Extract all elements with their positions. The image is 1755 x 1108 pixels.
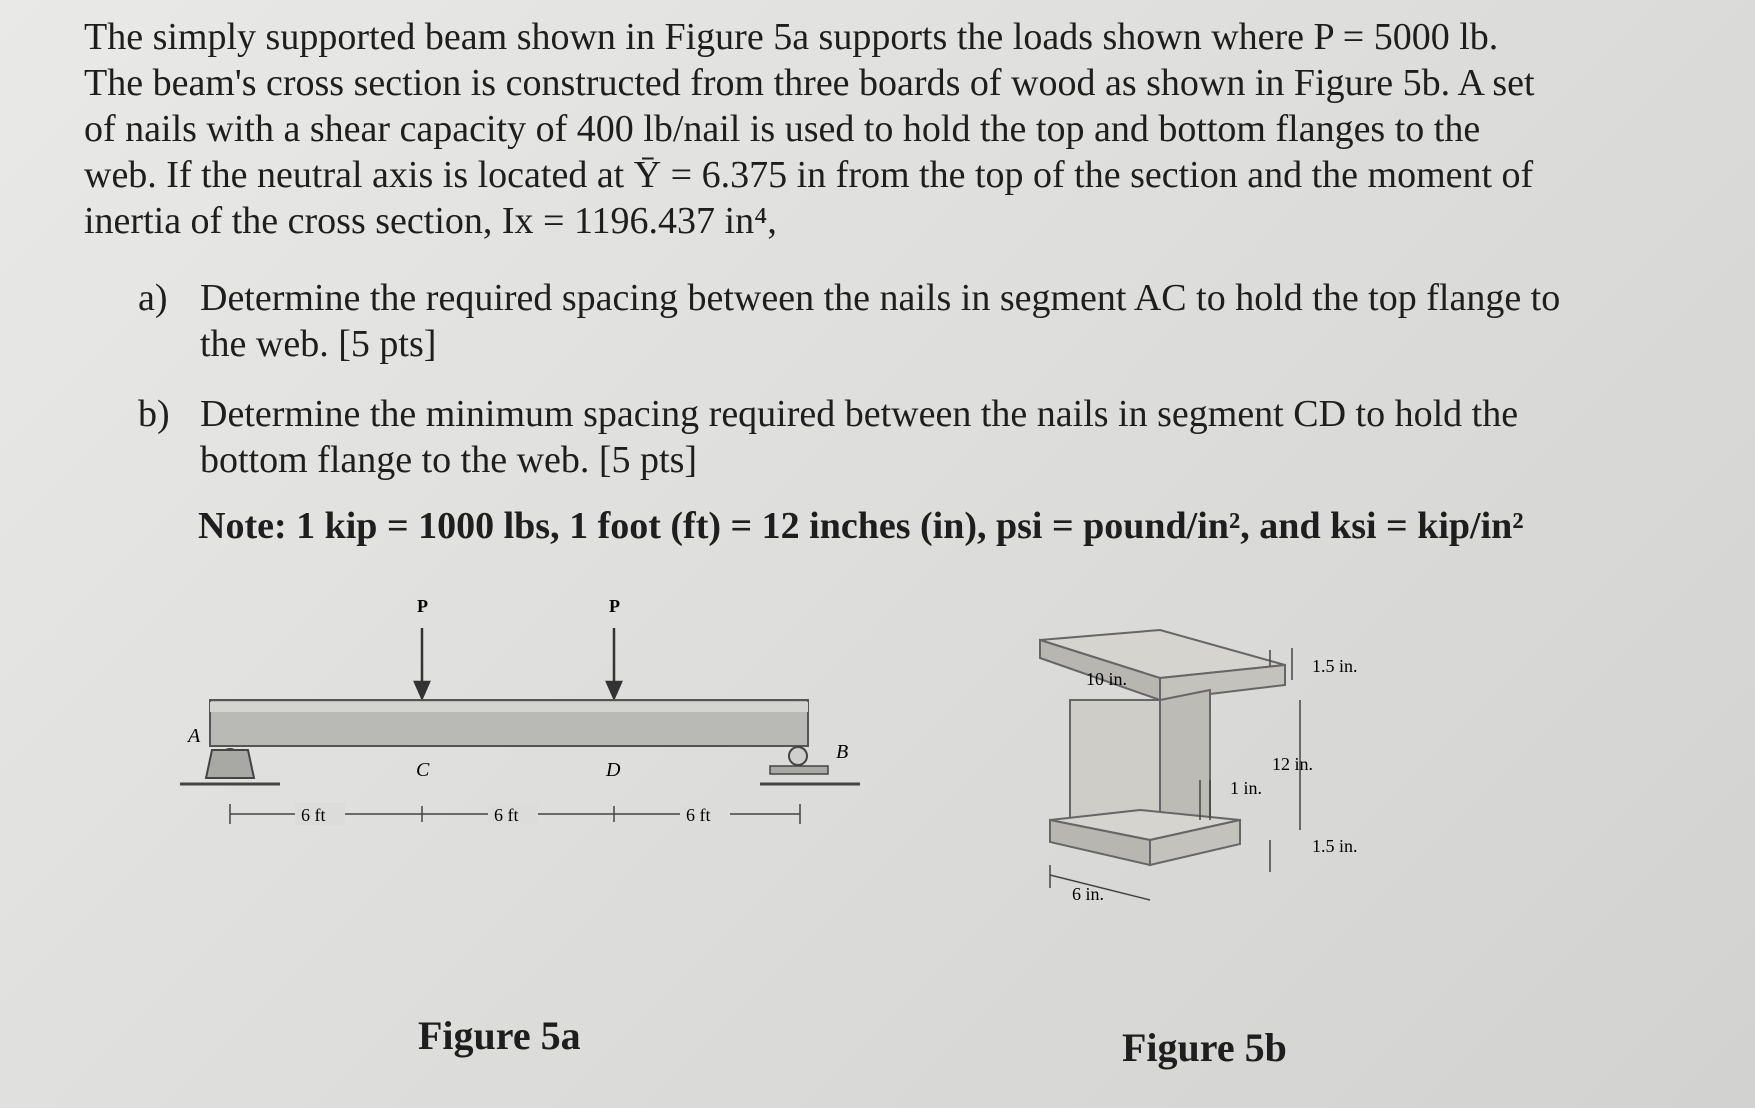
statement-line: of nails with a shear capacity of 400 lb/nail is used to hold the top and bottom flanges to the	[84, 108, 1481, 150]
dim-label-1-5in-bottom: 1.5 in.	[1312, 836, 1358, 856]
statement-line: inertia of the cross section, Ix = 1196.437 in⁴,	[84, 200, 777, 242]
figure-5b-cross-section	[1010, 610, 1430, 970]
pin-support-icon	[206, 750, 254, 778]
point-label-d: D	[606, 759, 621, 781]
arrowhead-icon	[415, 682, 429, 698]
figure-5a-beam-diagram	[170, 590, 870, 850]
span-label-db: 6 ft	[686, 805, 711, 825]
question-line: Determine the required spacing between the nails in segment AC to hold the top flange to	[200, 277, 1561, 319]
figure-5b-caption: Figure 5b	[1122, 1025, 1287, 1070]
roller-support-icon	[770, 766, 828, 774]
span-label-ac: 6 ft	[301, 805, 326, 825]
dim-label-6in: 6 in.	[1072, 884, 1105, 904]
beam-highlight	[210, 702, 808, 712]
dim-label-12in: 12 in.	[1272, 754, 1314, 774]
question-label: b)	[138, 393, 170, 435]
question-a	[138, 276, 1698, 368]
dim-label-1in: 1 in.	[1230, 778, 1263, 798]
figure-5a-caption: Figure 5a	[418, 1013, 581, 1058]
load-label-p1: P	[417, 596, 428, 616]
span-label-cd: 6 ft	[494, 805, 519, 825]
arrowhead-icon	[607, 682, 621, 698]
load-label-p2: P	[609, 596, 620, 616]
point-label-c: C	[416, 759, 430, 781]
point-label-b: B	[836, 741, 849, 763]
question-line: Determine the minimum spacing required between the nails in segment CD to hold the	[200, 393, 1519, 435]
question-label: a)	[138, 277, 168, 319]
statement-line: The beam's cross section is constructed from three boards of wood as shown in Figure 5b. A set	[84, 62, 1535, 104]
problem-statement	[84, 14, 1684, 244]
question-line: the web. [5 pts]	[200, 323, 437, 365]
roller-icon	[789, 747, 807, 765]
question-b	[138, 392, 1698, 484]
question-line: bottom flange to the web. [5 pts]	[200, 439, 698, 481]
statement-line: web. If the neutral axis is located at Ȳ = 6.375 in from the top of the section and the moment of	[84, 154, 1534, 196]
dim-label-1-5in-top: 1.5 in.	[1312, 656, 1358, 676]
point-label-a: A	[188, 725, 201, 747]
dim-label-10in: 10 in.	[1086, 669, 1128, 689]
units-note: Note: 1 kip = 1000 lbs, 1 foot (ft) = 12 inches (in), psi = pound/in², and ksi = kip/in²	[198, 505, 1524, 547]
statement-line: The simply supported beam shown in Figure 5a supports the loads shown where P = 5000 lb.	[84, 16, 1499, 58]
